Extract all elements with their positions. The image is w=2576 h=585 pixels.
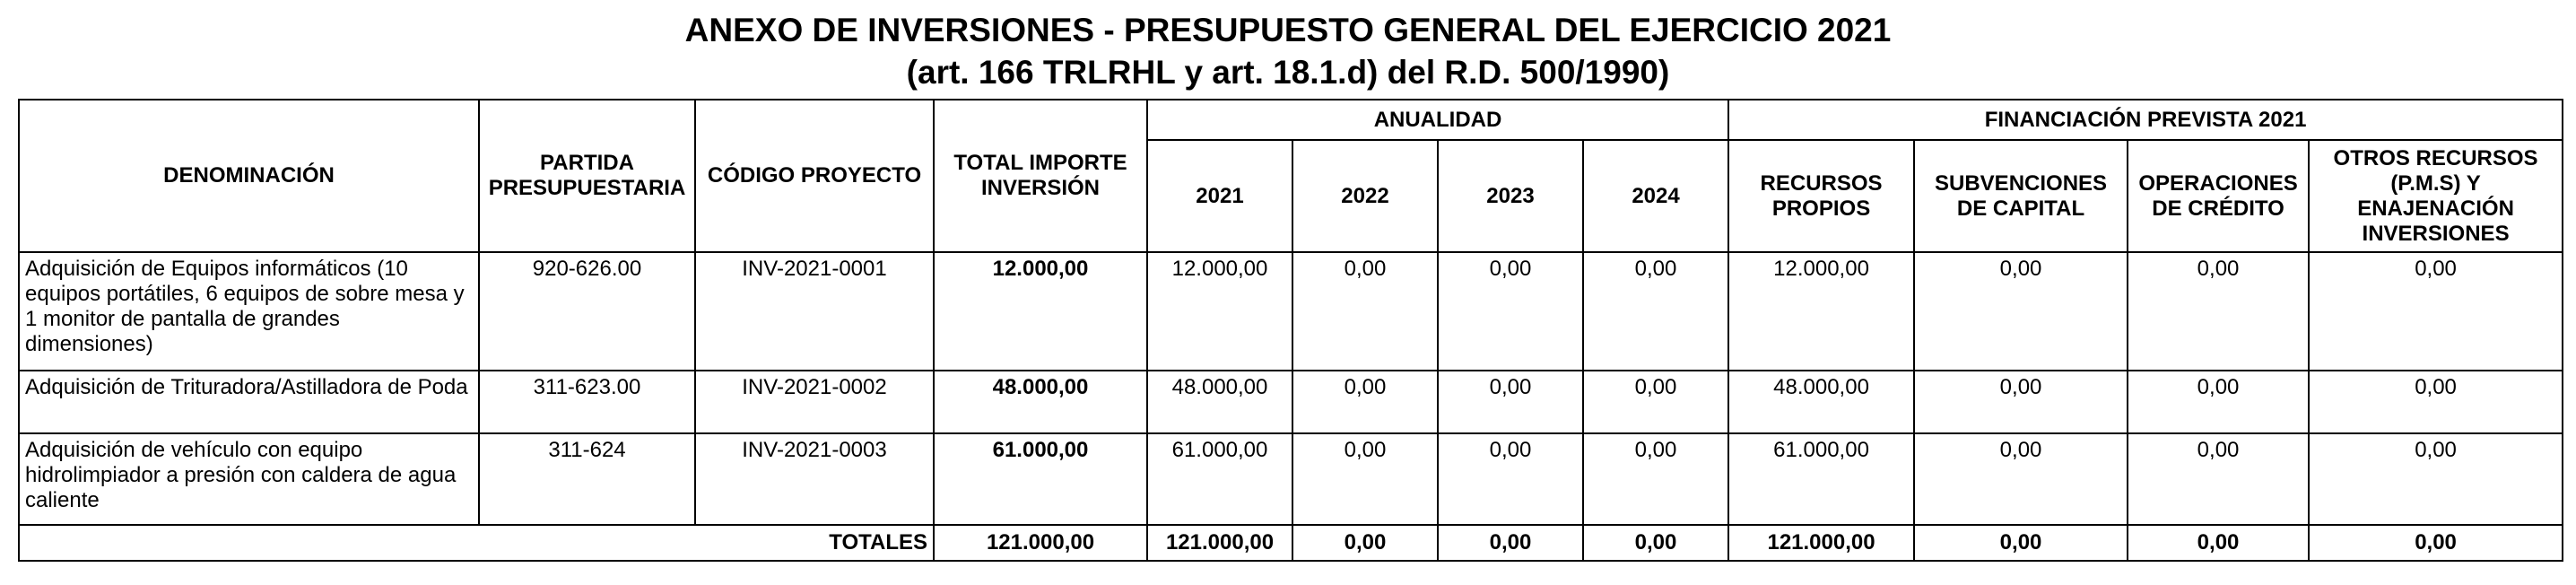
investment-annex-table [18,99,2563,562]
cell-2022: 0,00 [1292,371,1438,433]
totals-otros-recursos: 0,00 [2309,525,2563,561]
cell-total: 12.000,00 [934,252,1147,371]
header-financiacion: FINANCIACIÓN PREVISTA 2021 [1728,100,2563,140]
header-year-2021: 2021 [1147,140,1292,252]
title-line-1: ANEXO DE INVERSIONES - PRESUPUESTO GENERAL DEL EJERCICIO 2021 [684,12,1892,48]
cell-otros-recursos: 0,00 [2309,252,2563,371]
header-subvenciones: SUBVENCIONES DE CAPITAL [1914,140,2128,252]
header-year-2024: 2024 [1583,140,1728,252]
cell-partida: 311-624 [479,433,695,525]
cell-2024: 0,00 [1583,371,1728,433]
cell-2021: 61.000,00 [1147,433,1292,525]
cell-2022: 0,00 [1292,433,1438,525]
cell-2023: 0,00 [1438,371,1583,433]
cell-subvenciones: 0,00 [1914,371,2128,433]
cell-partida: 920-626.00 [479,252,695,371]
totals-subvenciones: 0,00 [1914,525,2128,561]
cell-operaciones: 0,00 [2128,433,2309,525]
table-row [19,371,2563,433]
header-year-2023: 2023 [1438,140,1583,252]
cell-codigo: INV-2021-0003 [695,433,934,525]
totals-2022: 0,00 [1292,525,1438,561]
cell-recursos-propios: 12.000,00 [1728,252,1914,371]
cell-2024: 0,00 [1583,252,1728,371]
document-title [0,9,2576,93]
cell-total: 61.000,00 [934,433,1147,525]
totals-2021: 121.000,00 [1147,525,1292,561]
cell-denominacion: Adquisición de Equipos informáticos (10 equipos portátiles, 6 equipos de sobre mesa y 1 monitor de pantalla de grandes dimensiones) [19,252,479,371]
cell-2023: 0,00 [1438,252,1583,371]
cell-2022: 0,00 [1292,252,1438,371]
table-row [19,433,2563,525]
totals-operaciones: 0,00 [2128,525,2309,561]
totals-total: 121.000,00 [934,525,1147,561]
cell-otros-recursos: 0,00 [2309,433,2563,525]
cell-2023: 0,00 [1438,433,1583,525]
cell-codigo: INV-2021-0002 [695,371,934,433]
cell-denominacion: Adquisición de vehículo con equipo hidrolimpiador a presión con caldera de agua caliente [19,433,479,525]
cell-2021: 12.000,00 [1147,252,1292,371]
header-denominacion: DENOMINACIÓN [19,100,479,252]
totals-row [19,525,2563,561]
header-partida: PARTIDA PRESUPUESTARIA [479,100,695,252]
cell-subvenciones: 0,00 [1914,252,2128,371]
cell-denominacion: Adquisición de Trituradora/Astilladora de Poda [19,371,479,433]
totals-2023: 0,00 [1438,525,1583,561]
cell-partida: 311-623.00 [479,371,695,433]
cell-recursos-propios: 48.000,00 [1728,371,1914,433]
cell-2024: 0,00 [1583,433,1728,525]
cell-codigo: INV-2021-0001 [695,252,934,371]
totals-recursos-propios: 121.000,00 [1728,525,1914,561]
cell-2021: 48.000,00 [1147,371,1292,433]
header-year-2022: 2022 [1292,140,1438,252]
cell-recursos-propios: 61.000,00 [1728,433,1914,525]
title-line-2: (art. 166 TRLRHL y art. 18.1.d) del R.D. 500/1990) [906,54,1670,91]
table-row [19,252,2563,371]
header-recursos-propios: RECURSOS PROPIOS [1728,140,1914,252]
cell-operaciones: 0,00 [2128,252,2309,371]
cell-subvenciones: 0,00 [1914,433,2128,525]
header-row-1 [19,100,2563,140]
totals-label: TOTALES [19,525,934,561]
cell-operaciones: 0,00 [2128,371,2309,433]
totals-2024: 0,00 [1583,525,1728,561]
header-codigo: CÓDIGO PROYECTO [695,100,934,252]
header-operaciones: OPERACIONES DE CRÉDITO [2128,140,2309,252]
header-anualidad: ANUALIDAD [1147,100,1728,140]
cell-total: 48.000,00 [934,371,1147,433]
header-otros-recursos: OTROS RECURSOS (P.M.S) Y ENAJENACIÓN INVERSIONES [2309,140,2563,252]
header-total: TOTAL IMPORTE INVERSIÓN [934,100,1147,252]
cell-otros-recursos: 0,00 [2309,371,2563,433]
